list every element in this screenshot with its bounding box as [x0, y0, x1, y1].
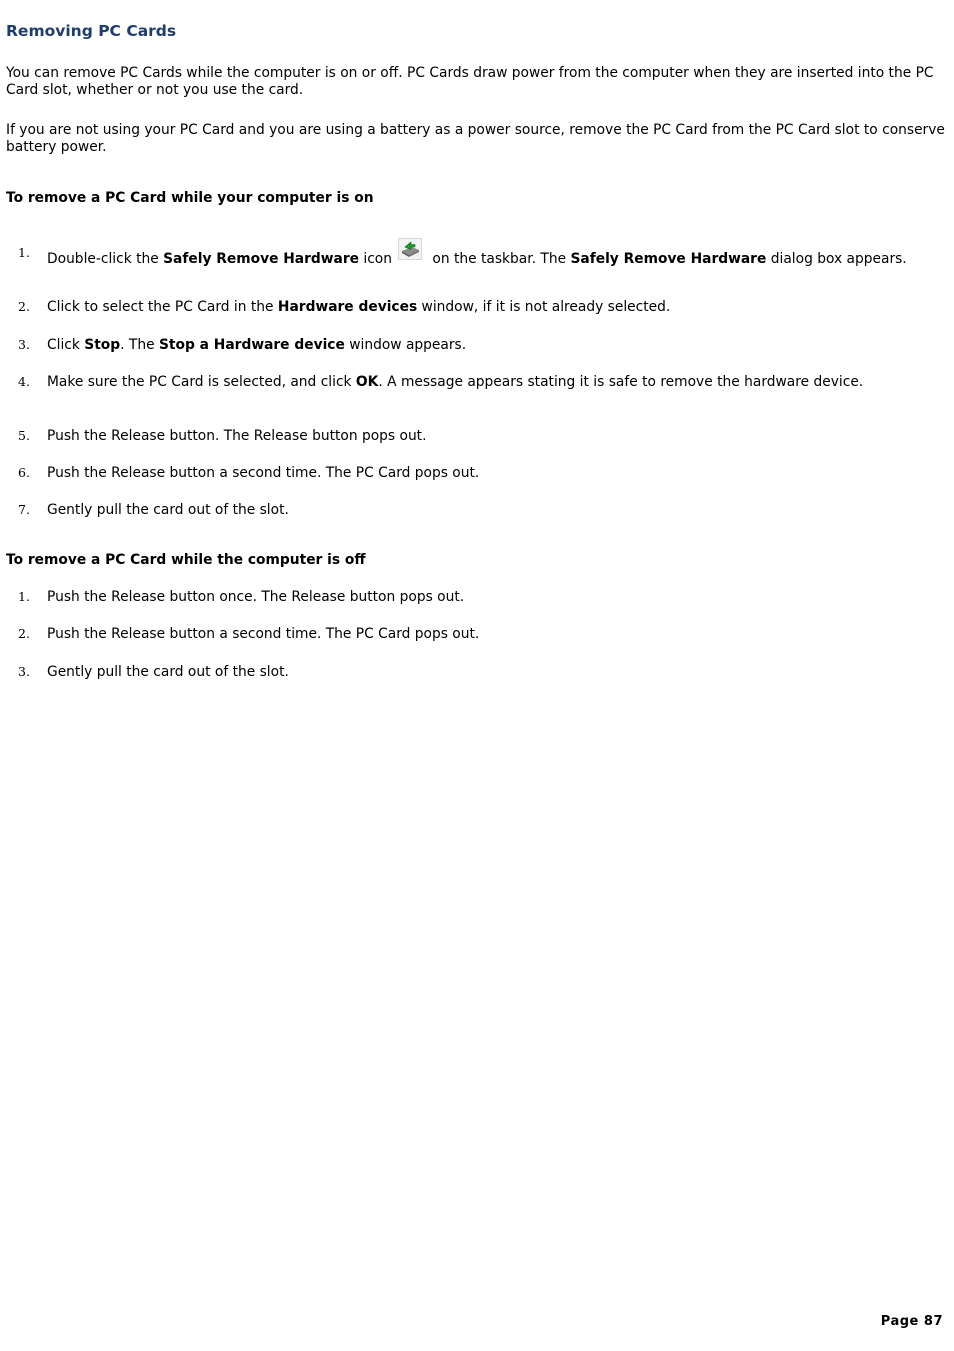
step-text: Make sure the PC Card is selected, and click OK. A message appears stating it is safe to remove the hardware device. [47, 374, 864, 390]
step-text: Gently pull the card out of the slot. [47, 664, 289, 680]
step-text: Double-click the Safely Remove Hardware icon on the taskbar. The Safely Remove Hardware dialog box appears. [47, 244, 927, 268]
page-title: Removing PC Cards [6, 22, 177, 40]
step-number: 1. [18, 589, 30, 604]
step-number: 3. [18, 337, 30, 352]
step-number: 7. [18, 502, 30, 517]
step-number: 5. [18, 428, 30, 443]
step-text: Click to select the PC Card in the Hardware devices window, if it is not already selected. [47, 299, 671, 315]
step-number: 2. [18, 299, 30, 314]
step-number: 2. [18, 626, 30, 641]
step-number: 3. [18, 664, 30, 679]
intro-paragraph-1: You can remove PC Cards while the computer is on or off. PC Cards draw power from the computer when they are inserted into the PC Card slot, whether or not you use the card. [6, 65, 934, 98]
step-text: Click Stop. The Stop a Hardware device window appears. [47, 337, 467, 353]
section-heading-computer-off: To remove a PC Card while the computer is off [6, 552, 366, 568]
step-number: 6. [18, 465, 30, 480]
step-text: Gently pull the card out of the slot. [47, 502, 289, 518]
intro-paragraph-2: If you are not using your PC Card and you are using a battery as a power source, remove the PC Card from the PC Card slot to conserve battery power. [6, 122, 945, 155]
step-text: Push the Release button once. The Release button pops out. [47, 589, 465, 605]
step-text: Push the Release button a second time. The PC Card pops out. [47, 465, 480, 481]
step-text: Push the Release button a second time. The PC Card pops out. [47, 626, 480, 642]
section-heading-computer-on: To remove a PC Card while your computer is on [6, 190, 374, 206]
step-number: 4. [18, 374, 30, 389]
step-text: Push the Release button. The Release button pops out. [47, 428, 427, 444]
page-number: Page 87 [880, 1314, 943, 1329]
safely-remove-hardware-icon [398, 238, 422, 260]
step-number: 1. [18, 245, 30, 260]
